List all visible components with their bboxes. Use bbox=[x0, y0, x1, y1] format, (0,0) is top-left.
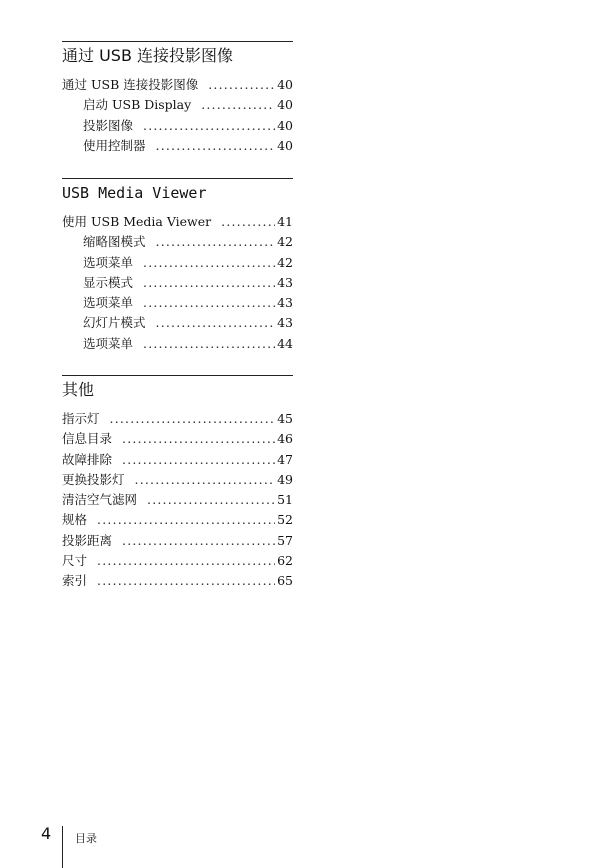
toc-entry[interactable] bbox=[62, 470, 293, 490]
section-title: 通过 USB 连接投影图像 bbox=[62, 46, 234, 65]
dot-leader bbox=[143, 116, 275, 136]
toc-entry-page: 44 bbox=[277, 335, 293, 351]
dot-leader bbox=[97, 510, 275, 530]
toc-entry[interactable] bbox=[62, 116, 293, 136]
toc-entry-label: 使用 USB Media Viewer bbox=[62, 214, 212, 229]
toc-entry-page: 40 bbox=[277, 97, 293, 113]
toc-entry[interactable] bbox=[62, 273, 293, 293]
toc-entry-page: 42 bbox=[277, 254, 293, 270]
dot-leader bbox=[208, 75, 275, 95]
toc-entry-label: 故障排除 bbox=[62, 451, 113, 467]
section-divider bbox=[62, 375, 293, 376]
dot-leader bbox=[143, 273, 275, 293]
dot-leader bbox=[122, 450, 275, 470]
dot-leader bbox=[156, 136, 276, 156]
toc-entry[interactable] bbox=[62, 450, 293, 470]
toc-entry-label: 信息目录 bbox=[62, 431, 113, 447]
toc-entry-page: 46 bbox=[277, 431, 293, 447]
dot-leader bbox=[221, 212, 275, 232]
footer-divider bbox=[62, 826, 63, 868]
toc-entry-label: 幻灯片模式 bbox=[83, 315, 146, 331]
dot-leader bbox=[143, 293, 275, 313]
toc-entry[interactable] bbox=[62, 95, 293, 115]
toc-entry[interactable] bbox=[62, 571, 293, 591]
toc-entry-page: 49 bbox=[277, 471, 293, 487]
toc-section-usb-media-viewer bbox=[62, 178, 293, 354]
toc-entry[interactable] bbox=[62, 313, 293, 333]
toc-entry-page: 41 bbox=[277, 214, 293, 229]
toc-entry-label: 启动 USB Display bbox=[83, 97, 192, 113]
toc-entry-page: 45 bbox=[277, 411, 293, 426]
dot-leader bbox=[147, 490, 275, 510]
dot-leader bbox=[110, 409, 276, 429]
dot-leader bbox=[122, 429, 275, 449]
toc-entry-label: 通过 USB 连接投影图像 bbox=[62, 77, 199, 92]
toc-entry-label: 选项菜单 bbox=[83, 254, 134, 270]
toc-entry[interactable] bbox=[62, 490, 293, 510]
toc-entry[interactable] bbox=[62, 232, 293, 252]
toc-entry-label: 缩略图模式 bbox=[83, 234, 146, 250]
toc-entry-label: 选项菜单 bbox=[83, 295, 134, 311]
toc-entry-label: 选项菜单 bbox=[83, 335, 134, 351]
toc-entry-page: 65 bbox=[277, 573, 293, 589]
section-title: USB Media Viewer bbox=[62, 184, 207, 202]
toc-entry-page: 43 bbox=[277, 274, 293, 290]
toc-entry-label: 更换投影灯 bbox=[62, 471, 125, 487]
dot-leader bbox=[156, 232, 276, 252]
toc-entry-label: 使用控制器 bbox=[83, 137, 146, 153]
dot-leader bbox=[156, 313, 276, 333]
toc-entry-page: 52 bbox=[277, 512, 293, 528]
toc-entry-label: 投影距离 bbox=[62, 532, 113, 548]
toc-entry-label: 显示模式 bbox=[83, 274, 134, 290]
toc-entry-label: 索引 bbox=[62, 573, 88, 589]
dot-leader bbox=[135, 470, 276, 490]
toc-entry-page: 40 bbox=[277, 117, 293, 133]
dot-leader bbox=[143, 253, 275, 273]
toc-entry-page: 43 bbox=[277, 295, 293, 311]
toc-entry-label: 清洁空气滤网 bbox=[62, 492, 138, 508]
toc-entry[interactable] bbox=[62, 531, 293, 551]
toc-entry-label: 规格 bbox=[62, 512, 88, 528]
toc-entry[interactable] bbox=[62, 253, 293, 273]
dot-leader bbox=[201, 95, 275, 115]
toc-entry-page: 40 bbox=[277, 77, 293, 92]
toc-entry[interactable] bbox=[62, 429, 293, 449]
toc-entry-page: 43 bbox=[277, 315, 293, 331]
toc-entry-page: 47 bbox=[277, 451, 293, 467]
toc-entry[interactable] bbox=[62, 212, 293, 232]
toc-entry-page: 40 bbox=[277, 137, 293, 153]
toc-section-usb-projection bbox=[62, 41, 293, 156]
toc-entry-page: 62 bbox=[277, 553, 293, 569]
page-number: 4 bbox=[41, 824, 52, 843]
section-title: 其他 bbox=[62, 380, 95, 399]
toc-entry-page: 42 bbox=[277, 234, 293, 250]
toc-entry[interactable] bbox=[62, 510, 293, 530]
toc-entry-label: 尺寸 bbox=[62, 553, 88, 569]
section-divider bbox=[62, 178, 293, 179]
toc-entry[interactable] bbox=[62, 75, 293, 95]
dot-leader bbox=[122, 531, 275, 551]
section-divider bbox=[62, 41, 293, 42]
toc-entry[interactable] bbox=[62, 334, 293, 354]
toc-entry[interactable] bbox=[62, 409, 293, 429]
toc-entry[interactable] bbox=[62, 293, 293, 313]
dot-leader bbox=[97, 571, 275, 591]
toc-entry[interactable] bbox=[62, 551, 293, 571]
footer-section-label: 目录 bbox=[75, 832, 97, 845]
toc-entry-label: 指示灯 bbox=[62, 411, 100, 426]
dot-leader bbox=[97, 551, 275, 571]
toc-entry-label: 投影图像 bbox=[83, 117, 134, 133]
toc-entry-page: 51 bbox=[277, 492, 293, 508]
dot-leader bbox=[143, 334, 275, 354]
toc-entry-page: 57 bbox=[277, 532, 293, 548]
toc-section-other bbox=[62, 375, 293, 592]
toc-entry[interactable] bbox=[62, 136, 293, 156]
